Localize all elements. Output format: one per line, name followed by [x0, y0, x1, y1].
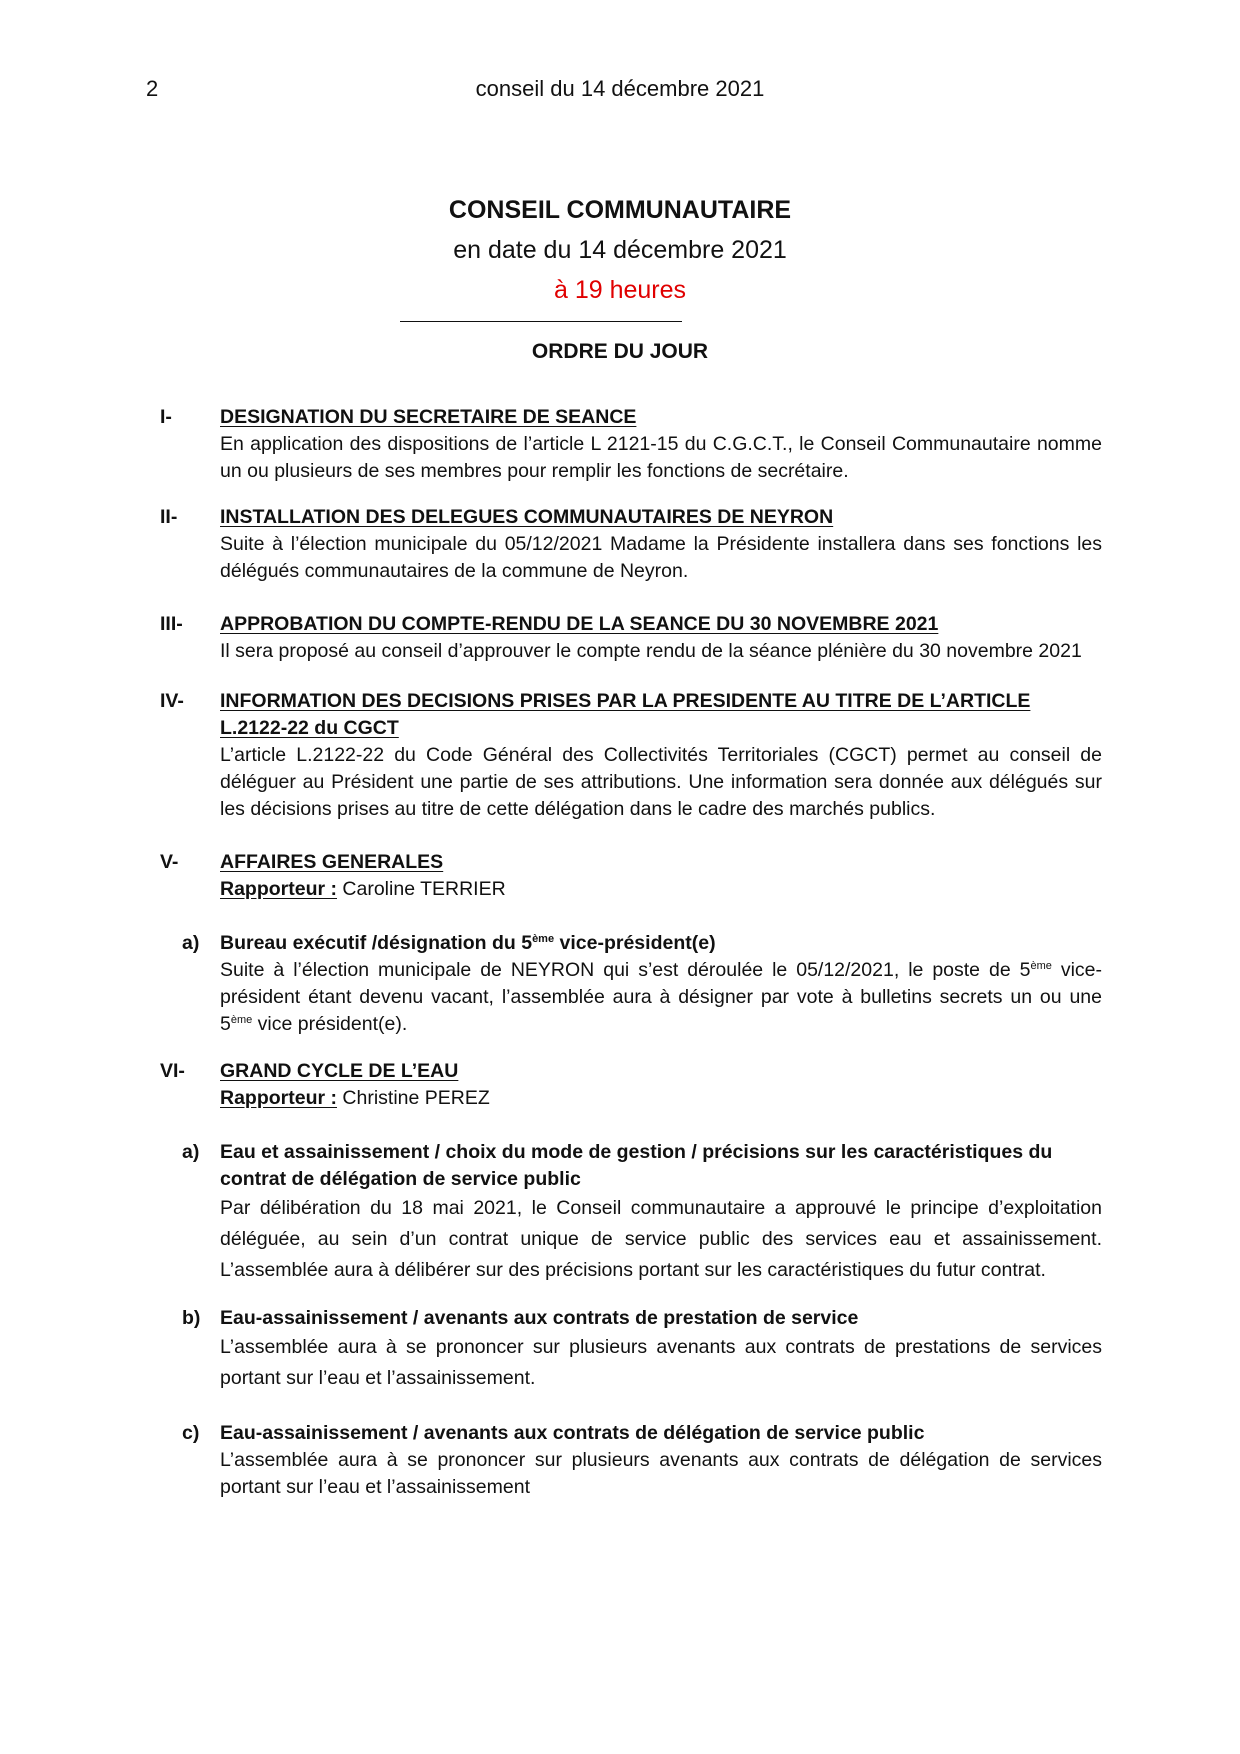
section-heading: APPROBATION DU COMPTE-RENDU DE LA SEANCE DU 30 NOVEMBRE 2021 [220, 613, 939, 635]
rapporteur-label: Rapporteur : [220, 1087, 337, 1109]
section-number: II- [160, 506, 178, 528]
rapporteur-line [220, 876, 1102, 903]
body-text: Suite à l’élection municipale de NEYRON qui s’est déroulée le 05/12/2021, le poste de 5 [220, 959, 1031, 981]
section-heading: GRAND CYCLE DE L’EAU [220, 1060, 459, 1082]
title-divider [400, 321, 682, 322]
section-body: Il sera proposé au conseil d’approuver le compte rendu de la séance plénière du 30 novembre 2021 [220, 640, 1082, 662]
subsection-content [220, 1139, 1102, 1286]
section-number: IV- [160, 690, 184, 712]
subsection-body: Par délibération du 18 mai 2021, le Conseil communautaire a approuvé le principe d’exploitation déléguée, au sein d’un contrat unique de service public des services eau et assainissement. L’assemblée aura à délibérer sur des précisions portant sur les caractéristiques du futur contrat. [220, 1197, 1102, 1281]
subsection-letter: b) [182, 1307, 201, 1329]
subsection-body: L’assemblée aura à se prononcer sur plusieurs avenants aux contrats de délégation de services portant sur l’eau et l’assainissement [220, 1449, 1102, 1498]
agenda-title: ORDRE DU JOUR [531, 340, 709, 363]
subsection-title [220, 930, 1102, 957]
subsection-title: Eau et assainissement / choix du mode de gestion / précisions sur les caractéristiques du contrat de délégation de service public [220, 1141, 1053, 1190]
document-title: CONSEIL COMMUNAUTAIRE [448, 196, 792, 224]
rapporteur-name: Christine PEREZ [337, 1087, 490, 1109]
section-number: V- [160, 851, 179, 873]
rapporteur-line [220, 1085, 1102, 1112]
subsection-title: Eau-assainissement / avenants aux contrats de prestation de service [220, 1307, 859, 1329]
section-number: VI- [160, 1060, 185, 1082]
title-block [0, 192, 1240, 308]
subsection-body [220, 957, 1102, 1038]
superscript: ème [1030, 960, 1052, 972]
section-heading: DESIGNATION DU SECRETAIRE DE SEANCE [220, 406, 637, 428]
section-content [220, 849, 1102, 903]
section-number: III- [160, 613, 183, 635]
section-content [220, 688, 1102, 823]
section-heading: INFORMATION DES DECISIONS PRISES PAR LA PRESIDENTE AU TITRE DE L’ARTICLE L.2122-22 du CGCT [220, 690, 1031, 739]
section-heading: AFFAIRES GENERALES [220, 851, 444, 873]
section-content [220, 611, 1102, 665]
rapporteur-label: Rapporteur : [220, 878, 337, 900]
section-number: I- [160, 406, 172, 428]
subsection-content [220, 930, 1102, 1038]
title-text: vice-président(e) [554, 932, 716, 954]
section-body: En application des dispositions de l’article L 2121-15 du C.G.C.T., le Conseil Communautaire nomme un ou plusieurs de ses membres pour remplir les fonctions de secrétaire. [220, 433, 1102, 482]
page-number: 2 [146, 76, 159, 101]
section-body: L’article L.2122-22 du Code Général des Collectivités Territoriales (CGCT) permet au conseil de déléguer au Président une partie de ses attributions. Une information sera donnée aux délégués sur les décisions prises au titre de cette délégation dans le cadre des marchés publics. [220, 744, 1102, 820]
subsection-letter: a) [182, 932, 200, 954]
subsection-body: L’assemblée aura à se prononcer sur plusieurs avenants aux contrats de prestations de services portant sur l’eau et l’assainissement. [220, 1336, 1102, 1389]
document-date: en date du 14 décembre 2021 [453, 236, 787, 264]
title-text: Bureau exécutif /désignation du 5 [220, 932, 533, 954]
section-content [220, 404, 1102, 485]
body-text: vice-président étant devenu vacant, l’assemblée aura à désigner par vote à bulletins secrets un ou une 5 [220, 959, 1102, 1035]
subsection-letter: c) [182, 1422, 200, 1444]
document-time: à 19 heures [553, 276, 687, 304]
subsection-letter: a) [182, 1141, 200, 1163]
subsection-content [220, 1420, 1102, 1501]
subsection-content [220, 1305, 1102, 1394]
body-text: vice président(e). [252, 1013, 408, 1035]
section-body: Suite à l’élection municipale du 05/12/2021 Madame la Présidente installera dans ses fonctions les délégués communautaires de la commune de Neyron. [220, 533, 1102, 582]
section-heading: INSTALLATION DES DELEGUES COMMUNAUTAIRES DE NEYRON [220, 506, 834, 528]
section-content [220, 504, 1102, 585]
superscript: ème [230, 1014, 253, 1026]
running-header: conseil du 14 décembre 2021 [475, 76, 765, 101]
rapporteur-name: Caroline TERRIER [337, 878, 506, 900]
subsection-title: Eau-assainissement / avenants aux contrats de délégation de service public [220, 1422, 925, 1444]
superscript: ème [532, 933, 555, 945]
section-content [220, 1058, 1102, 1112]
